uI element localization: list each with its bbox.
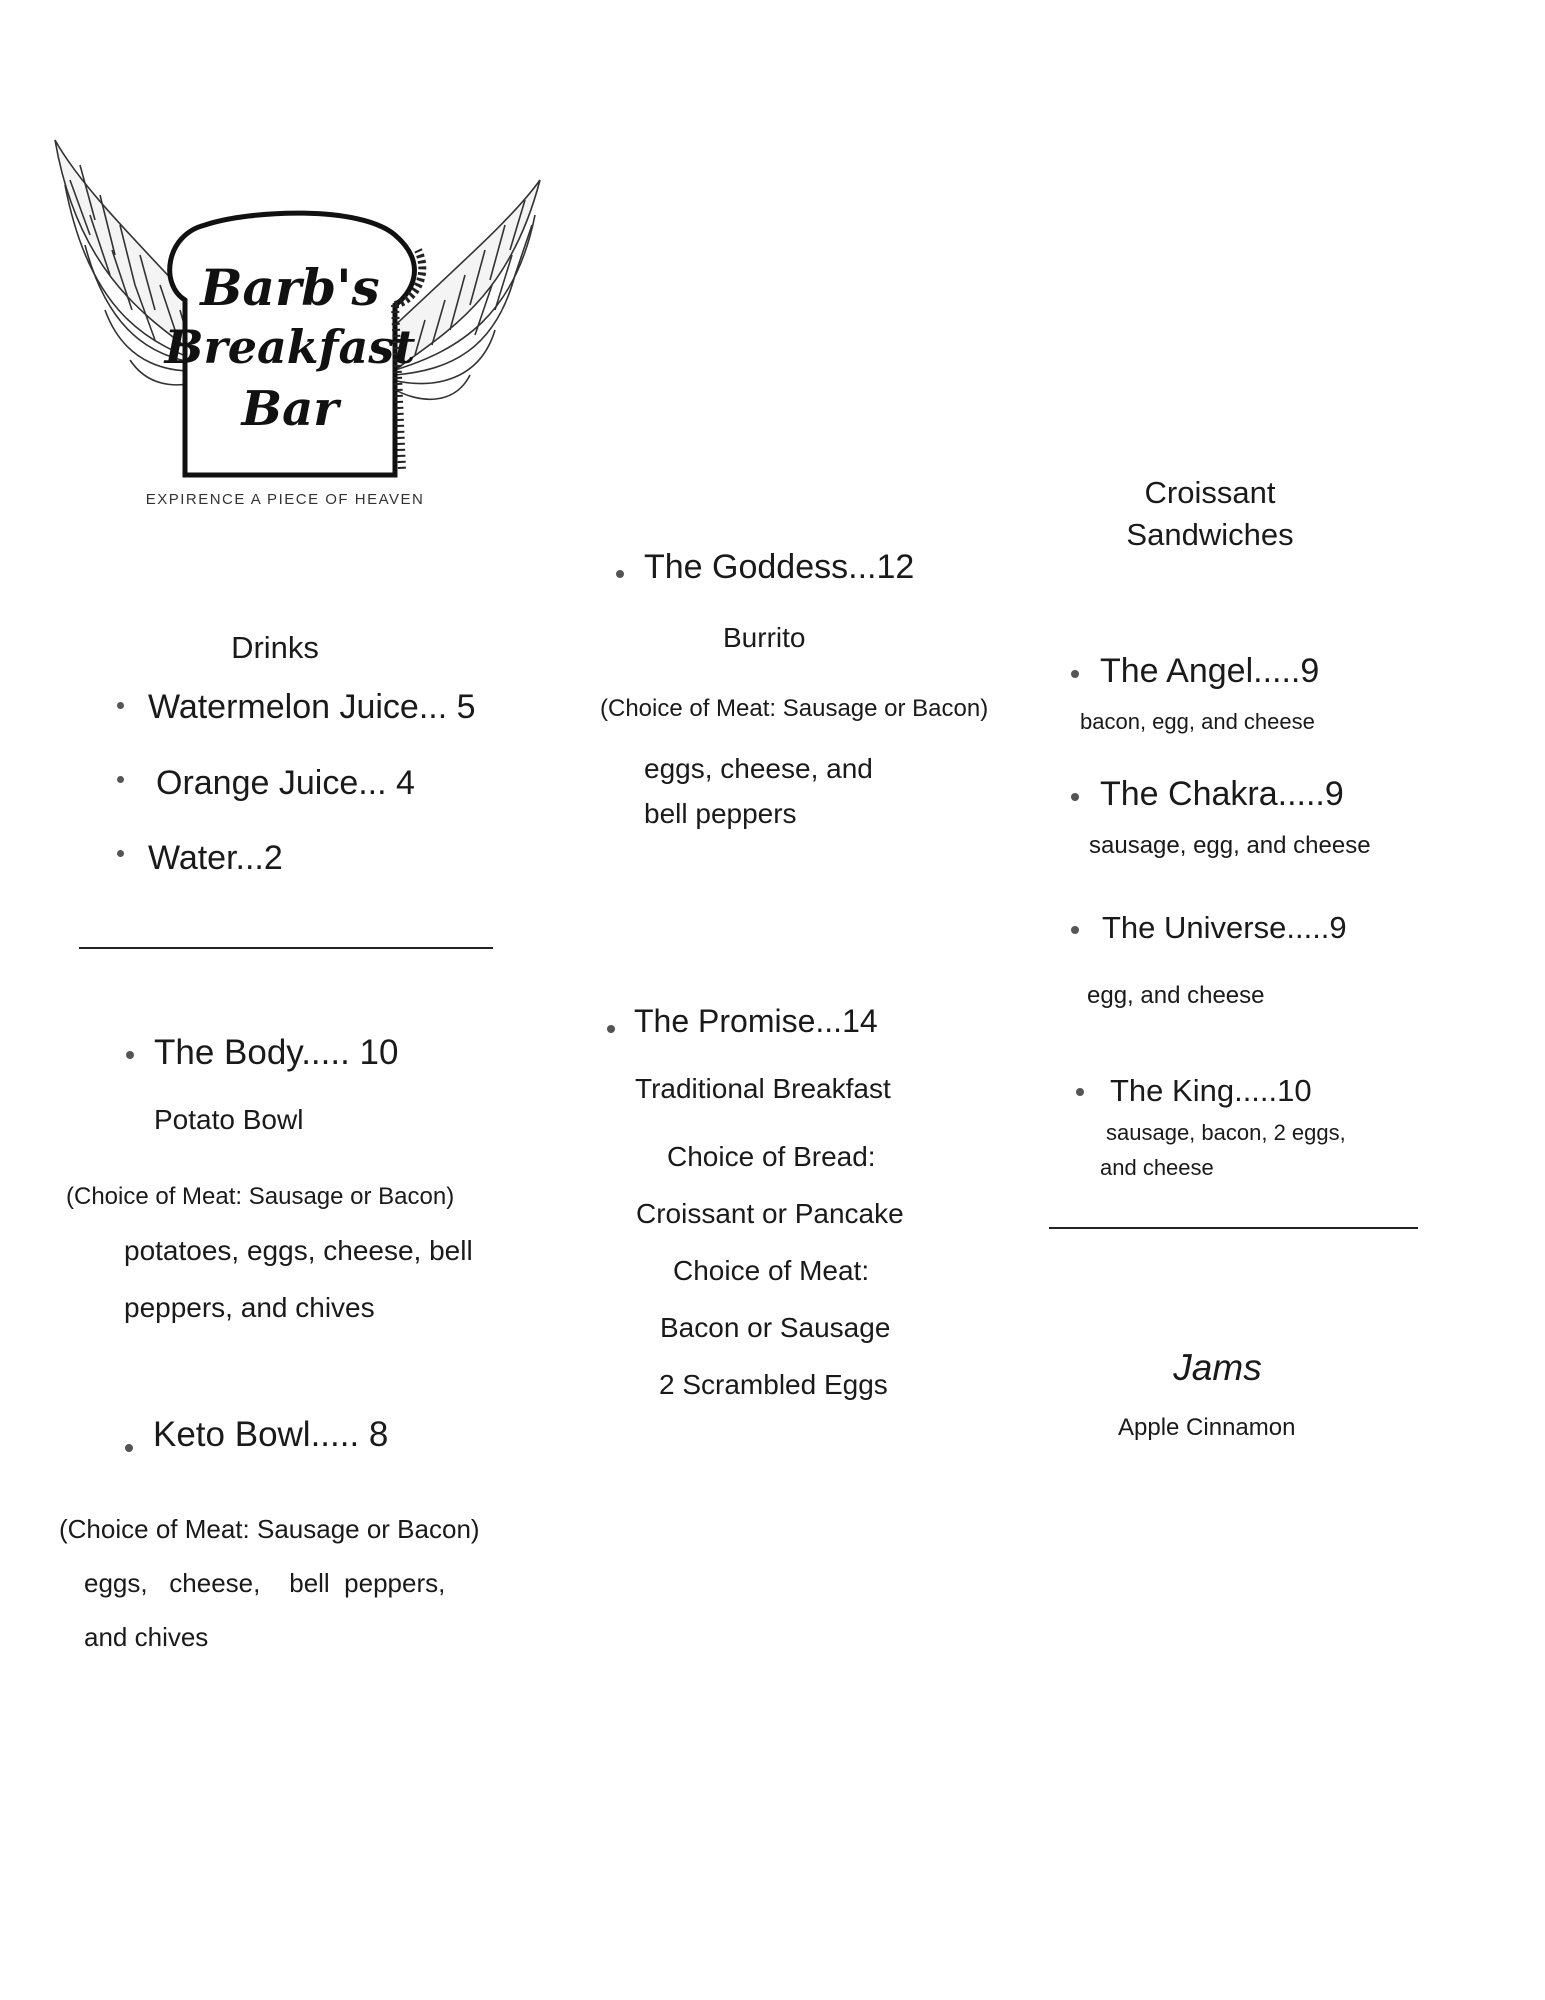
- drink-item: Watermelon Juice... 5: [148, 688, 476, 726]
- bullet-icon: [607, 1025, 615, 1033]
- keto-bowl-meat-choice: (Choice of Meat: Sausage or Bacon): [59, 1514, 480, 1544]
- winged-toast-logo: [40, 125, 550, 515]
- keto-bowl-title: Keto Bowl..... 8: [153, 1415, 389, 1454]
- body-bowl-meat-choice: (Choice of Meat: Sausage or Bacon): [66, 1183, 455, 1210]
- jams-heading: Jams: [1173, 1347, 1262, 1388]
- logo: [40, 125, 550, 515]
- bullet-icon: [117, 702, 124, 709]
- body-bowl-desc: peppers, and chives: [124, 1292, 375, 1323]
- promise-title: The Promise...14: [634, 1003, 878, 1039]
- promise-subtitle: Traditional Breakfast: [635, 1073, 891, 1104]
- bullet-icon: [616, 570, 624, 578]
- goddess-desc: bell peppers: [644, 798, 797, 829]
- drink-item: Orange Juice... 4: [156, 764, 415, 802]
- jams-flavor: Apple Cinnamon: [1118, 1414, 1296, 1441]
- divider-croissant: [1049, 1227, 1418, 1229]
- angel-desc: bacon, egg, and cheese: [1080, 709, 1315, 734]
- goddess-title: The Goddess...12: [644, 548, 915, 586]
- body-bowl-title: The Body..... 10: [154, 1033, 399, 1072]
- bullet-icon: [1071, 670, 1079, 678]
- universe-desc: egg, and cheese: [1087, 982, 1265, 1009]
- bullet-icon: [117, 776, 124, 783]
- croissant-heading: Croissant: [1144, 475, 1276, 510]
- goddess-desc: eggs, cheese, and: [644, 753, 873, 784]
- angel-title: The Angel.....9: [1100, 652, 1320, 690]
- promise-line: Bacon or Sausage: [660, 1312, 891, 1343]
- bullet-icon: [1071, 926, 1079, 934]
- chakra-title: The Chakra.....9: [1100, 775, 1344, 813]
- king-title: The King.....10: [1110, 1073, 1312, 1108]
- universe-title: The Universe.....9: [1102, 910, 1347, 945]
- body-bowl-desc: potatoes, eggs, cheese, bell: [124, 1235, 473, 1266]
- bullet-icon: [117, 850, 124, 857]
- bullet-icon: [1071, 793, 1079, 801]
- bullet-icon: [125, 1444, 133, 1452]
- logo-line-2: Breakfast: [164, 320, 416, 374]
- drinks-heading: Drinks: [231, 630, 319, 665]
- bullet-icon: [126, 1051, 134, 1059]
- promise-line: Croissant or Pancake: [636, 1198, 904, 1229]
- body-bowl-subtitle: Potato Bowl: [154, 1104, 304, 1135]
- goddess-subtitle: Burrito: [723, 622, 806, 653]
- logo-tagline: EXPIRENCE A PIECE OF HEAVEN: [145, 491, 425, 508]
- logo-line-3: Bar: [241, 381, 339, 437]
- promise-line: Choice of Meat:: [673, 1255, 870, 1286]
- keto-bowl-desc: and chives: [84, 1622, 209, 1652]
- croissant-heading: Sandwiches: [1126, 517, 1294, 552]
- bullet-icon: [1076, 1088, 1084, 1096]
- king-desc: and cheese: [1100, 1155, 1214, 1180]
- promise-line: Choice of Bread:: [667, 1141, 876, 1172]
- logo-line-1: Barb's: [200, 258, 380, 317]
- divider-drinks: [79, 947, 493, 949]
- promise-line: 2 Scrambled Eggs: [659, 1369, 888, 1400]
- king-desc: sausage, bacon, 2 eggs,: [1106, 1120, 1346, 1145]
- goddess-meat-choice: (Choice of Meat: Sausage or Bacon): [600, 695, 989, 722]
- keto-bowl-desc: eggs, cheese, bell peppers,: [84, 1568, 446, 1598]
- drink-item: Water...2: [148, 839, 283, 877]
- chakra-desc: sausage, egg, and cheese: [1089, 832, 1371, 859]
